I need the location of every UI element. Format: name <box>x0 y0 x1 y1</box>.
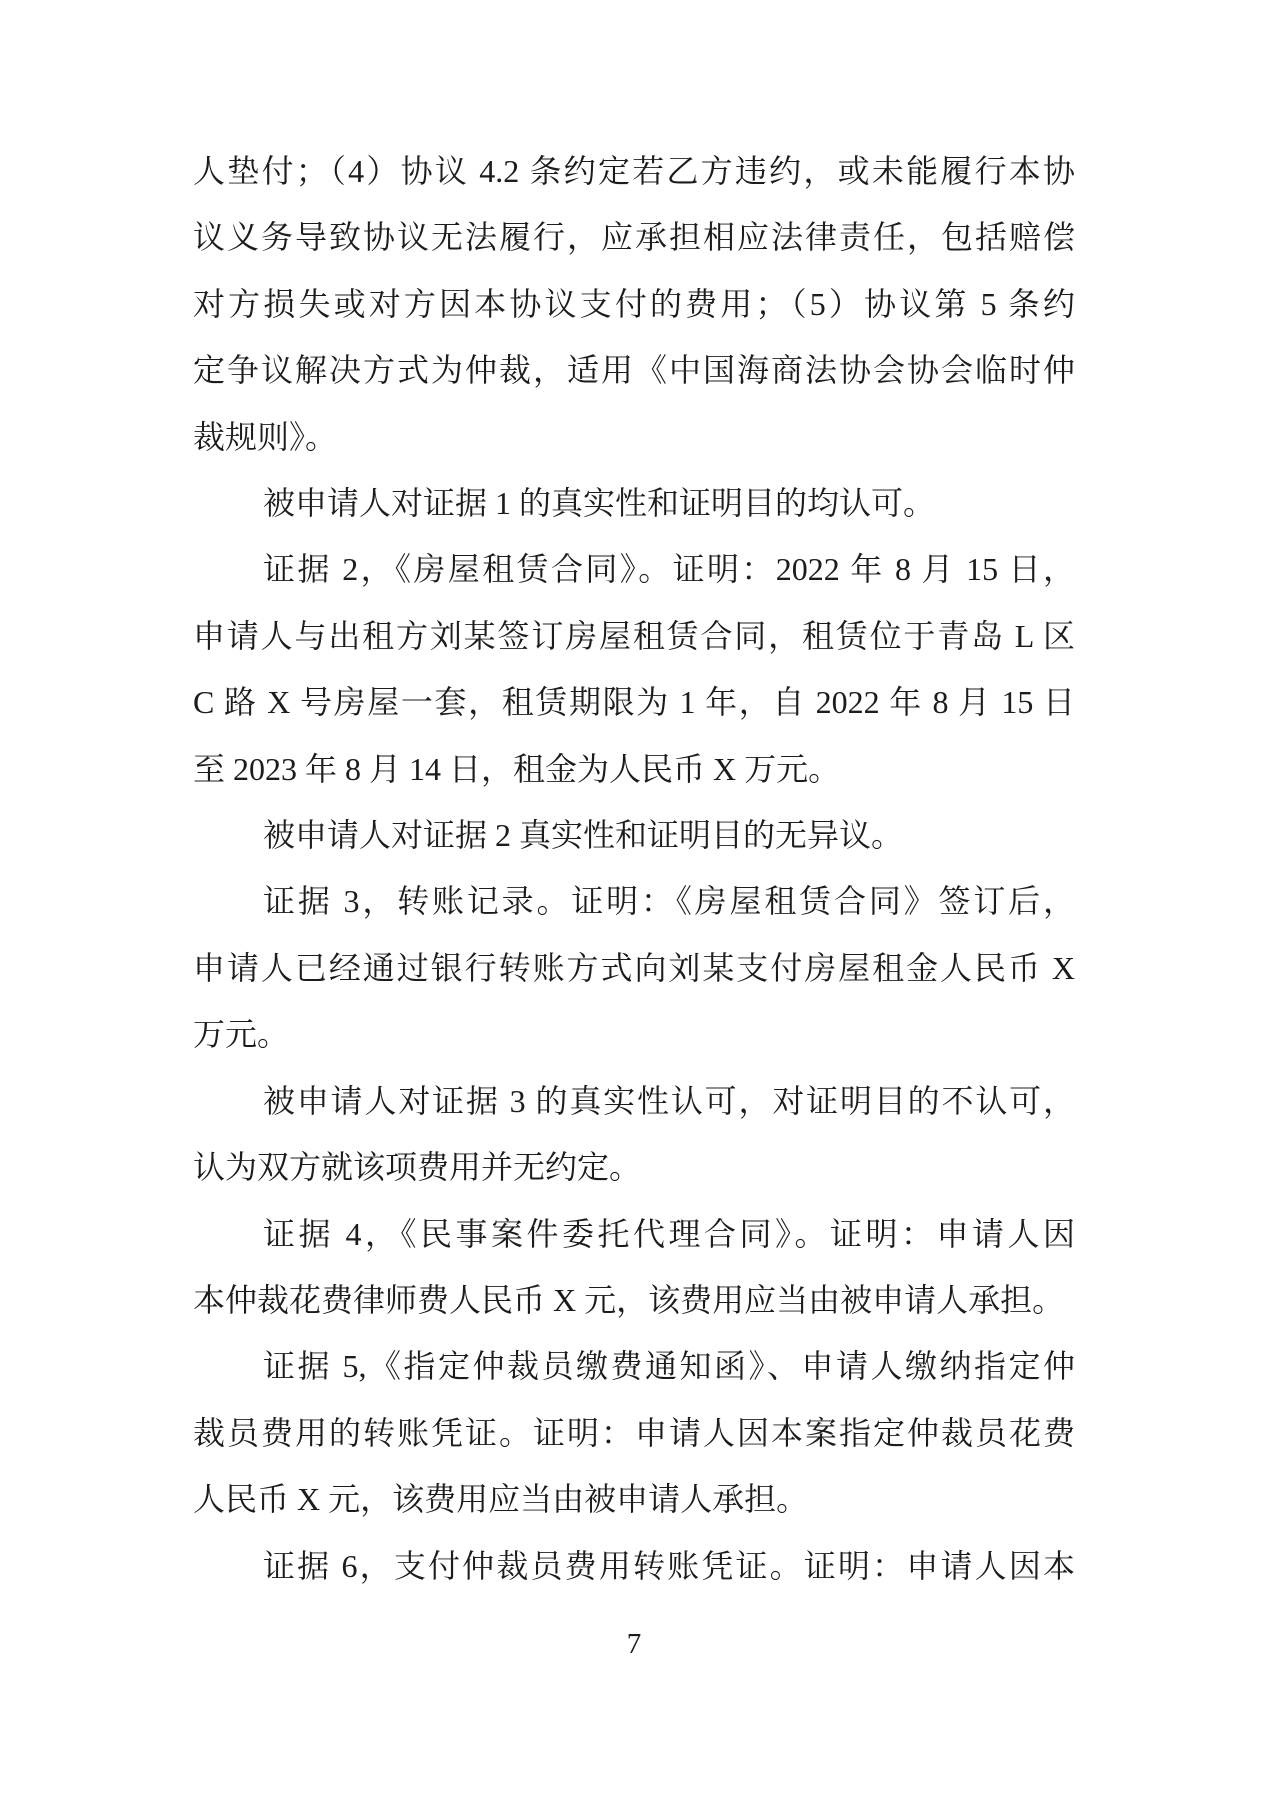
text-line: 人民币 X 元，该费用应当由被申请人承担。 <box>193 1481 809 1518</box>
text-line: 裁规则》。 <box>193 418 338 455</box>
text-line: 对方损失或对方因本协议支付的费用；（5）协议第 5 条约 <box>193 285 1075 322</box>
text-line: 万元。 <box>193 1016 290 1053</box>
text-line: 裁员费用的转账凭证。证明：申请人因本案指定仲裁员花费 <box>193 1414 1075 1451</box>
text-line: 本仲裁花费律师费人民币 X 元，该费用应当由被申请人承担。 <box>193 1281 1065 1318</box>
text-line: 议义务导致协议无法履行，应承担相应法律责任，包括赔偿 <box>193 219 1075 256</box>
text-line: 至 2023 年 8 月 14 日，租金为人民币 X 万元。 <box>193 750 841 787</box>
text-line: 被申请人对证据 2 真实性和证明目的无异议。 <box>263 817 904 854</box>
text-line: 证据 2，《房屋租赁合同》。证明：2022 年 8 月 15 日， <box>263 551 1075 588</box>
text-line: 定争议解决方式为仲裁，适用《中国海商法协会协会临时仲 <box>193 352 1075 389</box>
text-line: 被申请人对证据 1 的真实性和证明目的均认可。 <box>263 485 936 522</box>
text-line: 证据 6，支付仲裁员费用转账凭证。证明：申请人因本 <box>263 1547 1075 1584</box>
text-line: 证据 5,《指定仲裁员缴费通知函》、申请人缴纳指定仲 <box>263 1348 1075 1385</box>
text-line: 认为双方就该项费用并无约定。 <box>193 1149 642 1186</box>
text-line: 人垫付；（4）协议 4.2 条约定若乙方违约，或未能履行本协 <box>193 153 1075 189</box>
text-line: 被申请人对证据 3 的真实性认可，对证明目的不认可， <box>263 1082 1075 1119</box>
document-body <box>193 138 1075 1599</box>
text-line: C 路 X 号房屋一套，租赁期限为 1 年，自 2022 年 8 月 15 日 <box>193 684 1075 721</box>
text-line: 证据 4，《民事案件委托代理合同》。证明：申请人因 <box>263 1215 1075 1252</box>
text-line: 申请人已经通过银行转账方式向刘某支付房屋租金人民币 X <box>193 949 1075 986</box>
page-number: 7 <box>626 1628 642 1660</box>
text-line: 证据 3，转账记录。证明：《房屋租赁合同》签订后， <box>263 883 1075 920</box>
text-line: 申请人与出租方刘某签订房屋租赁合同，租赁位于青岛 L 区 <box>193 617 1075 654</box>
